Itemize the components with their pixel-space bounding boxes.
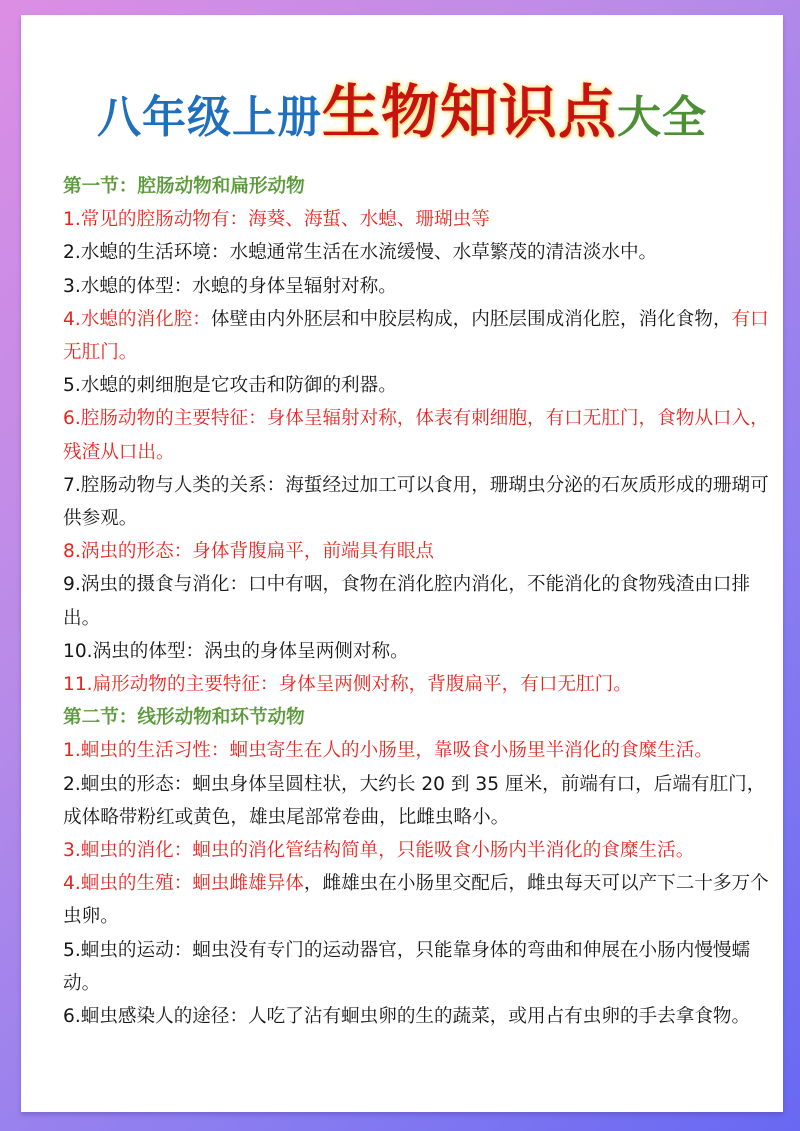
list-item (63, 668, 783, 701)
title-grade-part: 八年级上册 (96, 92, 322, 143)
list-item (63, 369, 783, 402)
item-highlight: 8.涡虫的形态：身体背腹扁平，前端具有眼点 (63, 541, 435, 563)
content-card (21, 15, 783, 1112)
knowledge-points (63, 170, 783, 1033)
section-heading-1: 第一节：腔肠动物和扁形动物 (63, 176, 305, 197)
item-highlight: 11.扁形动物的主要特征：身体呈两侧对称，背腹扁平，有口无肛门。 (63, 674, 632, 696)
list-item (63, 270, 783, 303)
item-text: 3.水螅的体型：水螅的身体呈辐射对称。 (63, 275, 397, 297)
item-highlight-end: 有口无肛门。 (63, 308, 769, 364)
list-item (63, 303, 783, 369)
list-item (63, 834, 783, 867)
list-item (63, 635, 783, 668)
list-item (63, 203, 783, 236)
item-text: ，雌雄虫在小肠里交配后，雌虫每天可以产下二十多万个虫卵。 (63, 873, 769, 928)
item-text: 5.水螅的刺细胞是它攻击和防御的利器。 (63, 375, 397, 397)
item-text: 2.水螅的生活环境：水螅通常生活在水流缓慢、水草繁茂的清洁淡水中。 (63, 242, 658, 264)
item-text: 10.涡虫的体型：涡虫的身体呈两侧对称。 (63, 640, 409, 662)
page-title (21, 77, 783, 162)
list-item (63, 734, 783, 767)
list-item (63, 934, 783, 1000)
item-highlight: 4.水螅的消化腔： (63, 308, 211, 330)
item-text: 5.蛔虫的运动：蛔虫没有专门的运动器官，只能靠身体的弯曲和伸展在小肠内慢慢蠕动。 (63, 939, 751, 994)
item-text: 6.蛔虫感染人的途径：人吃了沾有蛔虫卵的生的蔬菜，或用占有虫卵的手去拿食物。 (63, 1006, 751, 1028)
item-highlight: 1.蛔虫的生活习性：蛔虫寄生在人的小肠里，靠吸食小肠里半消化的食糜生活。 (63, 740, 713, 762)
list-item (63, 402, 783, 468)
list-item (63, 1000, 783, 1033)
list-item (63, 236, 783, 269)
item-text: 7.腔肠动物与人类的关系：海蜇经过加工可以食用，珊瑚虫分泌的石灰质形成的珊瑚可供参观。 (63, 474, 769, 530)
item-highlight: 3.蛔虫的消化：蛔虫的消化管结构简单，只能吸食小肠内半消化的食糜生活。 (63, 840, 695, 862)
list-item (63, 768, 783, 834)
item-highlight: 6.腔肠动物的主要特征：身体呈辐射对称，体表有刺细胞，有口无肛门，食物从口入，残渣从口出。 (63, 408, 769, 463)
title-subject-part: 生物知识点 (321, 78, 617, 146)
title-suffix-part: 大全 (617, 92, 707, 143)
list-item (63, 469, 783, 535)
list-item (63, 867, 783, 933)
item-highlight: 4.蛔虫的生殖：蛔虫雌雄异体 (63, 873, 304, 895)
list-item (63, 535, 783, 568)
list-item (63, 568, 783, 634)
item-text: 体壁由内外胚层和中胶层构成，内胚层围成消化腔，消化食物， (210, 308, 732, 330)
item-text: 2.蛔虫的形态：蛔虫身体呈圆柱状，大约长 20 到 35 厘米，前端有口，后端有肛门，成体略带粉红或黄色，雄虫尾部常卷曲，比雌虫略小。 (63, 773, 766, 828)
item-text: 9.涡虫的摄食与消化：口中有咽，食物在消化腔内消化，不能消化的食物残渣由口排出。 (63, 574, 751, 629)
item-highlight: 1.常见的腔肠动物有：海葵、海蜇、水螅、珊瑚虫等 (63, 209, 490, 231)
section-heading-2: 第二节：线形动物和环节动物 (63, 707, 305, 729)
